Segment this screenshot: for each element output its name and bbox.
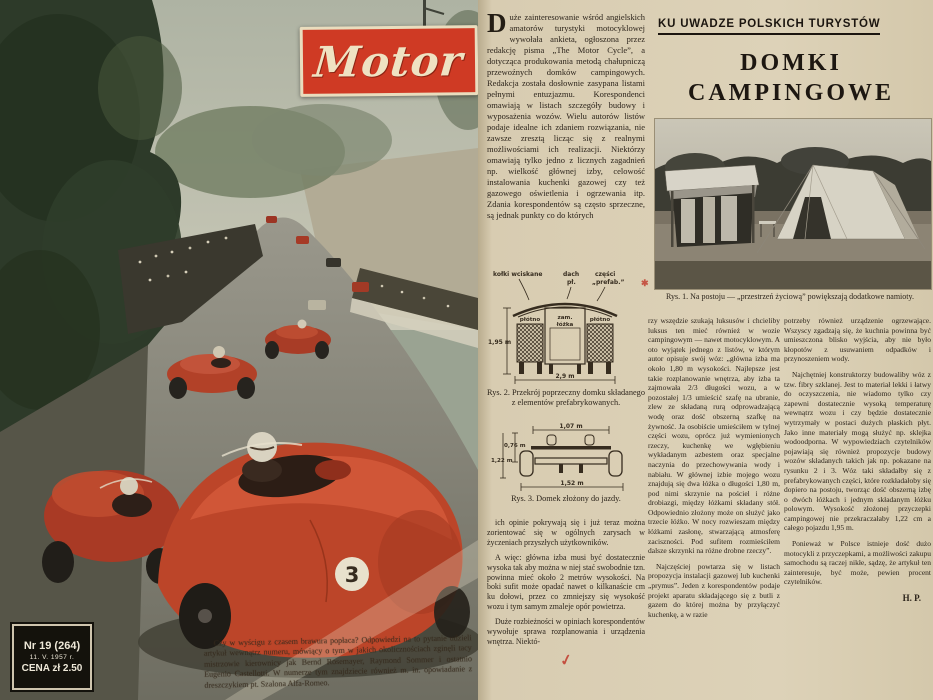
race-number: 3	[344, 563, 360, 587]
column1-paragraph-3: A więc: główna izba musi być dostatecznie wysoka tak aby można w niej stać swobodnie tzn. powinna mieć około 2 metrów wysokości. Na boki sufit może opadać nawet o kilkanaście cm ku dołowi, przez co zmniejszy się wysokość wozu i tym samym zmaleje opór powietrza.	[487, 552, 645, 612]
figure2-caption: Rys. 2. Przekrój poprzeczny domku składanego z elementów prefabrykowanych.	[487, 388, 645, 407]
dim-bottom: 1,52 m	[560, 480, 584, 487]
issue-price: CENA zł 2.50	[21, 663, 83, 674]
label-prefab: „prefab.”	[592, 279, 625, 286]
label-lozka: łóżka	[556, 322, 574, 328]
column2-paragraph-1: rzy wszędzie szukają luksusów i chcieliby luksus ten mieć również w wozie campingowym — nawet motocyklowym. A oto wyjątek jednego z listów, w którym autor opisuje swój wóz: „główna izba ma około 1,80 m wysokości. Najlepsze jest takie rozplanowanie wnętrza, aby izba ta zajmowała 2/3 długości wozu, a w pozostałej 1/3 umieścić szafę na ubranie, zlew ze składaną rurą odprowadzającą wodę oraz dość obszerną szafkę na żywność. Ja osobiście umieściłem w tylnej części wozu, oprócz już wymienionych rzeczy, kuchenkę we wgłębieniu wykładanym azbestem oraz specjalne naczynia do przechowywania wody i nabiału. W głównej izbie mojego wozu znajdują się dwa łóżka o długości 1,80 m, pod nimi skrzynie na pościel i różne drobiazgi, między łóżkami składany stół. Odpowiednio złożony może on służyć jako trzecie łóżko. W nocy rozwieszam między łóżkami zasłonę, stwarzającą atmosferę zaciszności. Pod sufitem rozmieściłem dalsze skrzynki na różne drobne rzeczy”.	[648, 316, 780, 556]
column1-bottom	[487, 518, 645, 698]
column3-paragraph-2: Najchętniej konstruktorzy budowaliby wóz z tzw. fibry szklanej. Jest to materiał lekki i łatwy do oczyszczenia, nie wiadomo tylko czy zapewni dostatecznie wysoką temperaturę wewnątrz wozu i czy będzie dostatecznie wytrzymały w postaci dużych płaskich płyt. Jako inne materiały mogą służyć np. sklejka wodoodporna. W wypowiedziach czytelników pojawiają się również propozycje budowy wozów składanych takich jak np. pokazane na rysunku 2 i 3. Wóz taki składałby się z prefabrykowanych części, które rozkładałoby się dopiero na postoju, tworząc dość obszerną izbę o dwóch łóżkach i jednym składanym łóżku polowym. Wysokość złożonej przyczepki campingowej nie przekraczałaby 1,22 cm a całego pojazdu 1,95 m.	[784, 369, 931, 533]
section-kicker: KU UWADZE POLSKICH TURYSTÓW	[658, 18, 880, 35]
motor-logo	[300, 25, 478, 97]
author-initials: H. P.	[902, 593, 921, 604]
left-tent	[665, 165, 759, 247]
cabin-drawing	[513, 304, 617, 374]
label-kolki: kołki wciskane	[493, 271, 543, 278]
label-dach: dach	[563, 271, 580, 278]
red-pencil-mark: ✱	[641, 278, 649, 288]
photo-caption: Rys. 1. Na postoju — „przestrzeń życiową” powiększają dodatkowe namioty.	[666, 292, 914, 301]
figure2-cross-section-diagram	[487, 268, 645, 386]
dim-top: 1,07 m	[559, 423, 583, 430]
column1-intro	[487, 12, 645, 270]
figure3-caption: Rys. 3. Domek złożony do jazdy.	[511, 494, 621, 503]
column3-paragraph-3: Ponieważ w Polsce istnieje dość dużo motocykli z przyczepkami, a możliwości zakupu samochodu są raczej nikłe, sądzę, że artykuł ten zainteresuje, być może, pewien procent czytelników.	[784, 539, 931, 587]
logo-text: Motor	[312, 35, 466, 87]
column2	[648, 316, 780, 696]
drop-cap: D	[487, 12, 507, 38]
dim-mid: 0,76 m	[504, 443, 526, 449]
column1-paragraph-4: Duże rozbieżności w opiniach korespondentów wywołuje sprawa rozplanowania i urządzenia wnętrza. Niektó-	[487, 617, 645, 646]
dim-left: 1,22 m	[491, 458, 513, 464]
dim-width: 2,9 m	[555, 373, 575, 380]
title-line-1: DOMKI	[740, 50, 842, 76]
tents-photo	[654, 118, 932, 290]
label-pl: pł.	[567, 279, 576, 286]
article-title	[650, 48, 932, 108]
column3	[784, 316, 931, 698]
column3-paragraph-1: potrzeby również urządzenie ogrzewające. Wszyscy zgadzają się, że kuchnia powinna być umieszczona blisko wyjścia, aby nie było kłopotów z usuwaniem odpadków i przynoszeniem wody.	[784, 316, 931, 364]
column1-paragraph-1: uże zainteresowanie wśród angielskich amatorów turystyki motocyklowej wywołała ankieta, ogłoszona przez redakcję pisma „The Motor Cycle”, a dotycząca produkowania metodą chałupniczą przewoźnych domków campingowych. Redakcja została dosłownie zasypana listami pełnymi entuzjazmu. Korespondenci omawiają w listach szczegóły budowy i wyposażenia wozów. Wielu autorów listów podaje idealne ich zdaniem rozwiązania, nie zawsze zresztą licząc się z realnymi możliwościami ich realizacji. Niektórzy omawiają tylko jedno z licznych zagadnień np. wielkość głównej izby, celowość instalowania kuchenki gazowej czy też gazowego oświetlenia i ogrzewania itp. Zdania korespondentów są często sprzeczne, są jednak punkty co do których	[487, 12, 645, 220]
label-zam: zam.	[557, 315, 573, 321]
red-pencil-checkmark: ✓	[558, 651, 575, 671]
title-line-2: CAMPINGOWE	[688, 80, 894, 106]
dim-height: 1,95 m	[488, 339, 512, 346]
issue-number: Nr 19 (264)	[23, 640, 81, 652]
label-czesci: części	[595, 271, 616, 278]
figure3-folded-trailer-diagram	[491, 420, 641, 494]
label-plotno-right: płótno	[589, 317, 611, 323]
issue-info-box	[12, 624, 92, 690]
column2-paragraph-2: Najczęściej powtarza się w listach propozycja instalacji gazowej lub kuchenki „prymus”. Jeden z korespondentów podaje projekt aparatu składającego się z butli z gazem do której można by przyłączyć kuchenkę, a w razie	[648, 561, 780, 619]
label-plotno-left: płótno	[519, 317, 541, 323]
trailer-drawing	[520, 435, 622, 476]
cover-caption: Czy w wyścigu z czasem brawura popłaca? Odpowiedzi na to pytanie udzieli artykuł wewnątrz numeru, mówiący o tym w jakich okolicznościach zginęli tacy mistrzowie kierownicy jak Bernd Rosemayer, Raymond Sommer i ostatnio Eugenio Castellotti. W numerze tym znajdziecie również m. in. opowiadanie z dreszczykiem pt. Szalona Alfa-Romeo.	[203, 633, 473, 690]
column1-paragraph-2: ich opinie pokrywają się i już teraz można zorientować się w ogólnych zarysach w życzeniach przyszłych użytkowników.	[487, 518, 645, 547]
article-page	[478, 0, 933, 700]
issue-date: 11. V. 1957 r.	[29, 654, 75, 661]
